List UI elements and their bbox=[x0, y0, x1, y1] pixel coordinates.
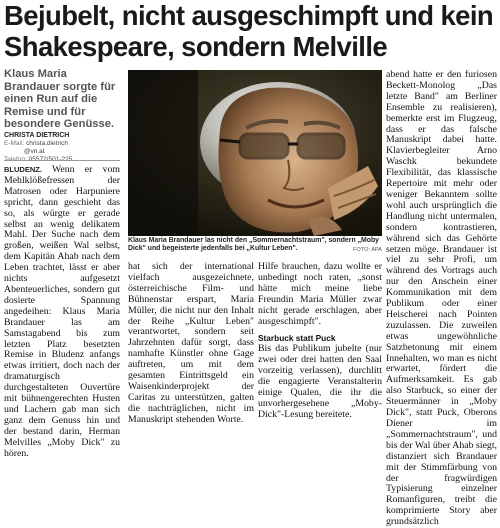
email-label: E-Mail: bbox=[4, 140, 25, 147]
body-column-1 bbox=[4, 164, 120, 459]
body-text-col3-2: Bis das Publikum jubelte (nur zwei oder drei hatten den Saal vorzeitig verlassen), durchlitt die engagierte Veranstalterin einige Qualen, die ihr die unvorhergesehene „Moby-Dick"-Lesung bereitete. bbox=[258, 343, 382, 420]
body-text-col1: Wenn er vom Mehlklößefressen der Matrosen oder Harpuniere spricht, dann geschieht das so, als würgte er gerade selbst an wenig delikatem Mahl. Der Suche nach dem großen, weißen Wal selbst, dem Kapitän Ahab nach dem Leben trachtet, lässt er aber nichts aufgesetzt Abenteuerliches, sondern gut dosierte Spannung angedeihen: Klaus Maria Brandauer las am Samstagabend bis zum letzten Platz besetzten Remise in Bludenz anfangs etwas irritiert, doch nach der dramaturgisch durchgestalteten Ouvertüre mit bühnengerechten Husten und Lachern gab man sich ganz dem Genuss hin und der bestand darin, Herman Melvilles „Moby Dick" zu hören. bbox=[4, 164, 120, 459]
body-column-4 bbox=[386, 69, 497, 528]
portrait-image bbox=[128, 70, 382, 236]
body-text-col3: Hilfe brauchen, dazu wollte er unbedingt noch raten, „sonst hätte mich meine liebe Freundin Maria Müller zwar nicht gerade erschlagen, aber ausgeschimpft". bbox=[258, 261, 382, 327]
body-column-2 bbox=[128, 262, 254, 436]
body-text-col2: hat sich der international vielfach ausgezeichnete, österreichische Film- und Bühnenstar erspart, Maria Müller, die nicht nur den Inhalt der Reihe „Kultur Leben" verantwortet, sondern seit Jahrzehnten dafür sorgt, dass namhafte Künstler ohne Gage auftreten, um mit dem gesamten Eintrittsgeld ein Waisenkinderprojekt der Caritas zu unterstützen, galten die nachträglichen, nicht im Manuskript stehenden Worte. bbox=[128, 261, 254, 425]
dateline: BLUDENZ. bbox=[4, 165, 42, 174]
body-column-3 bbox=[258, 262, 382, 436]
author-name: CHRISTA DIETRICH bbox=[4, 132, 70, 139]
photo-caption bbox=[128, 237, 382, 255]
author-email-2: @vn.at bbox=[23, 148, 45, 155]
caption-text: Klaus Maria Brandauer las nicht den „Sommernachtstraum", sondern „Moby Dick" und begeisterte jedenfalls bei „Kultur Leben". bbox=[128, 237, 380, 253]
section-subhead: Starbuck statt Puck bbox=[258, 333, 336, 344]
article-subhead: Klaus Maria Brandauer sorgte für einen Run auf die Remise und für besondere Genüsse. bbox=[4, 68, 116, 131]
author-email-row-2 bbox=[4, 148, 122, 156]
divider bbox=[4, 160, 120, 161]
author-email-1: christa.dietrich bbox=[26, 140, 68, 147]
article-photo bbox=[128, 70, 382, 236]
body-text-col4: abend hatte er den furiosen Beckett-Monolog „Das letzte Band" am Berliner Ensemble zu realisieren), bemerkte erst im Flugzeug, dass er das falsche Manuskript dabei hatte. Klavierbegleiter Arno Waschk bekundete Flexibilität, das klassische Repertoire mit mehr oder weniger Bekanntem sollte wohl auch ursprünglich die Handlung nicht untermalen, sondern kontrastieren, während sich das Gehörte setzen möge. Brandauer ist viel zu sehr Profi, um während des Vortrags auch nur den Anschein einer Kommunikation mit dem Publikum oder einer Heischerei nach Pointen zuzulassen. Die zuweilen etwas ungewöhnliche Satzbetonung mit einem Innehalten, wo man es nicht erwartet, fördert die Aufmerksamkeit. Es gab also Starbuck, so einer der Steuermänner in „Moby Dick", statt Puck, Oberons Diener im „Sommernachtstraum", und bis der Wal über Ahab siegt, distanziert sich Brandauer mit der Stimmfärbung von der fragwürdigen Typisierung einzelner Romanfiguren, treibt die komprimierte Story aber grundsätzlich bbox=[386, 69, 497, 528]
photo-credit: FOTO: APA bbox=[352, 247, 382, 254]
author-email-row bbox=[4, 140, 122, 148]
article-headline: Bejubelt, nicht ausgeschimpft und kein Shakespeare, sondern Melville bbox=[4, 0, 494, 62]
